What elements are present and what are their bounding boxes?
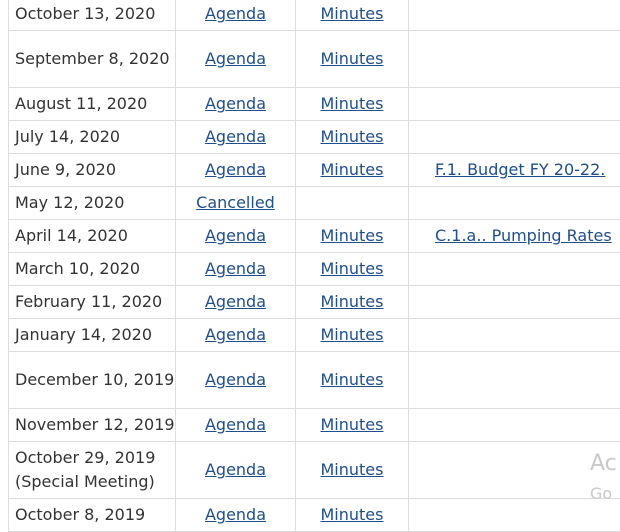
meeting-date: April 14, 2020 (9, 220, 176, 253)
agenda-link[interactable]: Agenda (204, 505, 267, 524)
table-row (9, 319, 620, 352)
meeting-date: October 29, 2019 (Special Meeting) (9, 442, 176, 499)
meeting-date: October 8, 2019 (9, 499, 176, 532)
meeting-date: March 10, 2020 (9, 253, 176, 286)
table-row (9, 442, 620, 499)
agenda-link[interactable]: Agenda (204, 127, 267, 146)
minutes-link[interactable]: Minutes (320, 325, 384, 344)
table-row (9, 220, 620, 253)
minutes-link[interactable]: Minutes (320, 94, 384, 113)
agenda-link[interactable]: Agenda (204, 4, 267, 23)
table-row (9, 154, 620, 187)
meeting-date: May 12, 2020 (9, 187, 176, 220)
minutes-link[interactable]: Minutes (320, 370, 384, 389)
table-row (9, 499, 620, 532)
agenda-link[interactable]: Agenda (204, 226, 267, 245)
minutes-link[interactable]: Minutes (320, 460, 384, 479)
agenda-link[interactable]: Agenda (204, 292, 267, 311)
minutes-link[interactable]: Minutes (320, 505, 384, 524)
table-row (9, 253, 620, 286)
agenda-link[interactable]: Agenda (204, 160, 267, 179)
pumping-rates-link[interactable]: C.1.a.. Pumping Rates (435, 226, 612, 245)
minutes-link[interactable]: Minutes (320, 4, 384, 23)
minutes-link[interactable]: Minutes (320, 259, 384, 278)
cancelled-link[interactable]: Cancelled (196, 193, 275, 212)
minutes-link[interactable]: Minutes (320, 49, 384, 68)
meeting-date: December 10, 2019 (9, 352, 176, 409)
activation-watermark-title: Ac (590, 451, 617, 476)
table-row (9, 286, 620, 319)
meeting-date: June 9, 2020 (9, 154, 176, 187)
meeting-date: September 8, 2020 (9, 31, 176, 88)
agenda-link[interactable]: Agenda (204, 325, 267, 344)
minutes-link[interactable]: Minutes (320, 127, 384, 146)
agenda-link[interactable]: Agenda (204, 49, 267, 68)
meetings-table (8, 0, 620, 532)
table-row (9, 88, 620, 121)
table-row (9, 409, 620, 442)
minutes-link[interactable]: Minutes (320, 415, 384, 434)
agenda-link[interactable]: Agenda (204, 370, 267, 389)
budget-document-link[interactable]: F.1. Budget FY 20-22. (435, 160, 606, 179)
meeting-date: October 13, 2020 (9, 0, 176, 31)
meeting-date: January 14, 2020 (9, 319, 176, 352)
minutes-link[interactable]: Minutes (320, 226, 384, 245)
table-row (9, 31, 620, 88)
meeting-date: November 12, 2019 (9, 409, 176, 442)
table-row (9, 187, 620, 220)
activation-watermark-subtitle: Go (590, 484, 613, 503)
agenda-link[interactable]: Agenda (204, 415, 267, 434)
agenda-link[interactable]: Agenda (204, 94, 267, 113)
meeting-date: February 11, 2020 (9, 286, 176, 319)
meeting-date: August 11, 2020 (9, 88, 176, 121)
table-row (9, 121, 620, 154)
table-row (9, 0, 620, 31)
meeting-date: July 14, 2020 (9, 121, 176, 154)
table-row (9, 352, 620, 409)
agenda-link[interactable]: Agenda (204, 259, 267, 278)
minutes-link[interactable]: Minutes (320, 292, 384, 311)
minutes-link[interactable]: Minutes (320, 160, 384, 179)
agenda-link[interactable]: Agenda (204, 460, 267, 479)
